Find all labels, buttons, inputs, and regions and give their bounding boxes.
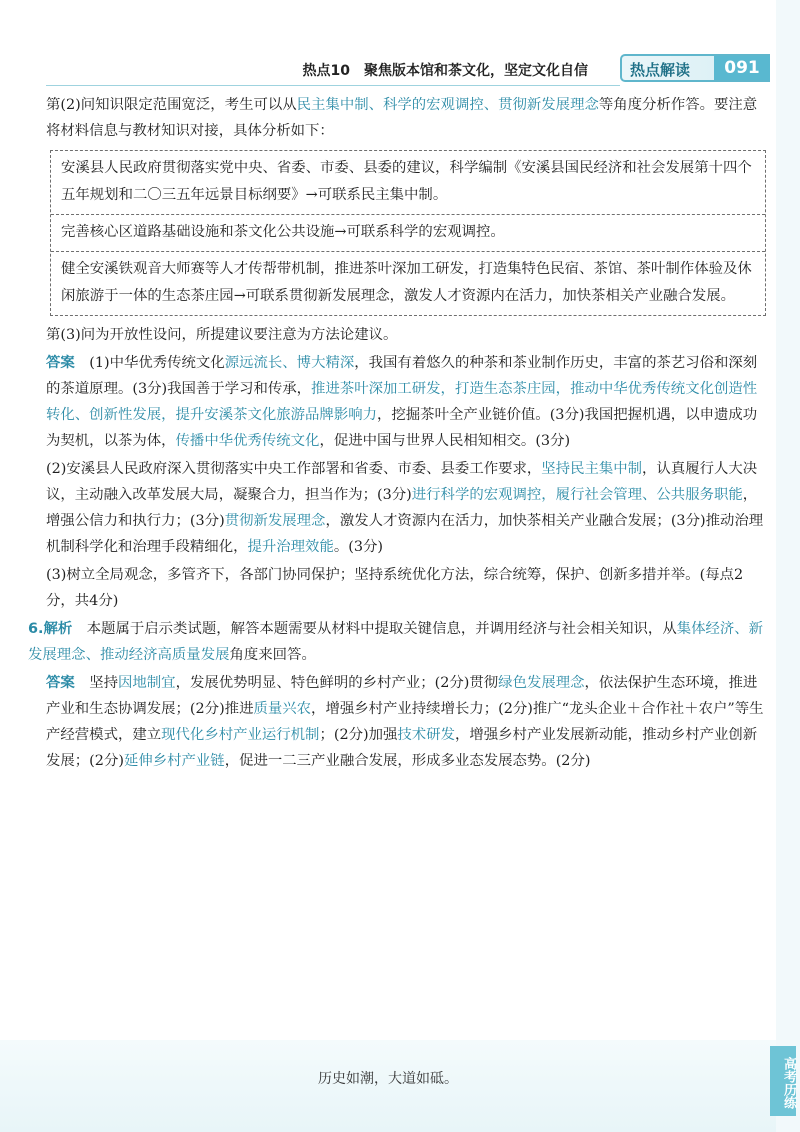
question-number: 6.	[28, 621, 44, 637]
footer-motto: 历史如潮，大道如砥。	[318, 1071, 458, 1087]
answer-label: 答案	[46, 355, 75, 371]
table-row: 完善核心区道路基础设施和茶文化公共设施→可联系科学的宏观调控。	[51, 215, 765, 252]
side-tab: 高考历练	[770, 1046, 796, 1116]
answer-3: (3)树立全局观念，多管齐下，各部门协同保护；坚持系统优化方法，综合统筹，保护、创新多措并举。(每点2分，共4分)	[46, 567, 744, 609]
q3-note: 第(3)问为开放性设问，所提建议要注意为方法论建议。	[46, 327, 398, 343]
analysis-table	[50, 150, 766, 316]
q2-intro-highlight: 民主集中制、科学的宏观调控、贯彻新发展理念	[296, 97, 599, 113]
table-row: 健全安溪铁观音大师赛等人才传帮带机制，推进茶叶深加工研发，打造集特色民宿、茶馆、茶叶制作体验及休闲旅游于一体的生态茶庄园→可联系贯彻新发展理念，激发人才资源内在活力，加快茶相关产业融合发展。	[61, 261, 752, 304]
topic-title: 热点10 聚焦版本馆和茶文化，坚定文化自信	[302, 63, 588, 79]
section-badge	[620, 54, 770, 82]
q2-intro: 第(2)问知识限定范围宽泛，考生可以从民主集中制、科学的宏观调控、贯彻新发展理念等角度分析作答。要注意将材料信息与教材知识对接，具体分析如下：	[46, 97, 758, 139]
answer-1: 答案 (1)中华优秀传统文化源远流长、博大精深，我国有着悠久的种茶和茶业制作历史，丰富的茶艺习俗和深刻的茶道原理。(3分)我国善于学习和传承，推进茶叶深加工研发，打造生态茶庄园，推动中华优秀传统文化创造性转化、创新性发展，提升安溪茶文化旅游品牌影响力，挖掘茶叶全产业链价值。(3分)我国把握机遇，以申遗成功为契机，以茶为体，传播中华优秀传统文化，促进中国与世界人民相知相交。(3分)	[46, 355, 758, 449]
page-number: 091	[714, 56, 770, 80]
header-divider	[46, 85, 620, 86]
answer-label: 答案	[46, 675, 75, 691]
analysis-label: 解析	[43, 621, 73, 637]
main-content	[28, 92, 770, 774]
answer-2: (2)安溪县人民政府深入贯彻落实中央工作部署和省委、市委、县委工作要求，坚持民主集中制，认真履行人大决议，主动融入改革发展大局，凝聚合力，担当作为；(3分)进行科学的宏观调控，履行社会管理、公共服务职能，增强公信力和执行力；(3分)贯彻新发展理念，激发人才资源内在活力，加快茶相关产业融合发展；(3分)推动治理机制科学化和治理手段精细化，提升治理效能。(3分)	[46, 461, 764, 555]
question-6-analysis: 6.解析 本题属于启示类试题，解答本题需要从材料中提取关键信息，并调用经济与社会相关知识，从集体经济、新发展理念、推动经济高质量发展角度来回答。	[28, 621, 764, 663]
page-header	[0, 50, 800, 86]
answer-6: 答案 坚持因地制宜，发展优势明显、特色鲜明的乡村产业；(2分)贯彻绿色发展理念，依法保护生态环境，推进产业和生态协调发展；(2分)推进质量兴农，增强乡村产业持续增长力；(2分)推广“龙头企业＋合作社＋农户”等生产经营模式，建立现代化乡村产业运行机制；(2分)加强技术研发，增强乡村产业发展新动能，推动乡村产业创新发展；(2分)延伸乡村产业链，促进一二三产业融合发展，形成多业态发展态势。(2分)	[46, 675, 764, 769]
badge-label: 热点解读	[630, 61, 691, 79]
right-margin-strip	[776, 0, 800, 1132]
table-row: 安溪县人民政府贯彻落实党中央、省委、市委、县委的建议，科学编制《安溪县国民经济和社会发展第十四个五年规划和二〇三五年远景目标纲要》→可联系民主集中制。	[51, 151, 765, 215]
